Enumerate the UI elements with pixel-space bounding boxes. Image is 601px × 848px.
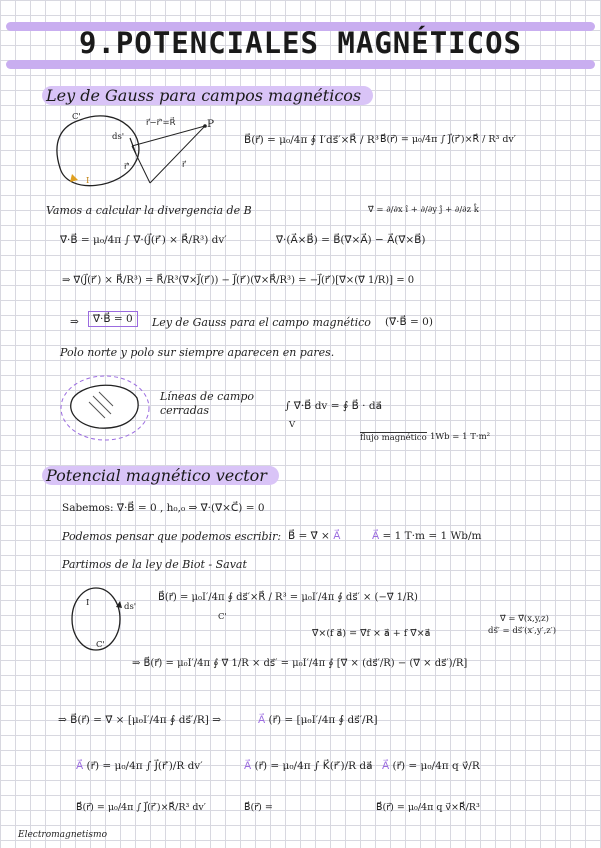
eq-biot-savart-2: ⇒ B⃗(r⃗) = μ₀I′/4π ∮ ∇⃗ 1/R × ds⃗′ = μ₀I′/4π ∮ [∇⃗ × (ds⃗′/R) − (∇⃗ × ds⃗′)/R]	[132, 658, 468, 669]
result-text: Ley de Gauss para el campo magnético	[152, 316, 371, 329]
note-nabla-coords: ∇⃗ = ∇⃗(x,y,z)	[500, 614, 549, 624]
podemos-eq-a: A⃗	[333, 530, 341, 542]
eq-biot-line: B⃗(r⃗) = μ₀/4π ∮ I′ds⃗′×R⃗ / R³	[244, 134, 380, 146]
sabemos-line: Sabemos: ∇⃗·B⃗ = 0 , h₀,₀ ⇒ ∇⃗·(∇⃗×C⃗) = 0	[62, 502, 265, 514]
eq-vector-potential-line-a: A⃗	[258, 714, 266, 726]
eq-b-volume: B⃗(r⃗) = μ₀/4π ∫ J⃗(r⃗′)×R⃗/R³ dv′	[76, 802, 206, 813]
eq-vector-potential-line	[258, 714, 378, 726]
podemos-text: Podemos pensar que podemos escribir:	[62, 530, 282, 543]
eq-divergence-1: ∇⃗·B⃗ = μ₀/4π ∫ ∇⃗·(J⃗(r⃗′) × R⃗/R³) dv′	[60, 234, 227, 246]
result-arrow: ⇒	[70, 316, 79, 328]
divergence-intro: Vamos a calcular la divergencia de B	[46, 204, 252, 217]
section-heading-gauss	[42, 86, 373, 105]
eq-a-charge	[382, 760, 480, 772]
eq-a-volume	[76, 760, 203, 772]
section-heading-vector	[42, 466, 279, 485]
units-a	[372, 530, 481, 542]
diagram1-label-i: I	[86, 176, 90, 186]
field-lines-label-1: Líneas de campo	[160, 390, 254, 403]
diagram1-label-p: P	[207, 118, 215, 130]
page-title: 9.POTENCIALES MAGNÉTICOS	[78, 26, 523, 60]
podemos-eq-left: B⃗ = ∇⃗ ×	[288, 530, 330, 542]
eq-a-volume-rest: (r⃗) = μ₀/4π ∫ J⃗(r⃗′)/R dv′	[86, 760, 203, 772]
diagram2-label-c: C'	[96, 640, 105, 650]
eq-b-surface: B⃗(r⃗) =	[244, 802, 273, 813]
eq-flux: ∫ ∇⃗·B⃗ dv = ∮ B⃗ · da⃗	[285, 400, 383, 412]
flux-label: flujo magnético	[360, 433, 427, 443]
eq-a-charge-a: A⃗	[382, 760, 390, 772]
diagram1-label-ds: ds'	[112, 132, 125, 142]
eq-biot-savart-3: ⇒ B⃗(r⃗) = ∇⃗ × [μ₀I′/4π ∮ ds⃗′/R] ⇒	[58, 714, 221, 726]
eq-vector-potential-line-rest: (r⃗) = [μ₀I′/4π ∮ ds⃗′/R]	[268, 714, 378, 726]
section-heading-vector-text: Potencial magnético vector	[42, 466, 279, 485]
footer-subject: Electromagnetismo	[18, 830, 108, 840]
title-band-bottom	[6, 60, 595, 69]
result-alt: (∇⃗·B⃗ = 0)	[385, 316, 433, 328]
diagram2-label-i: I	[86, 598, 90, 608]
diagram1-label-R: r⃗−r⃗'=R⃗	[146, 118, 176, 128]
units-a-rest: = 1 T·m = 1 Wb/m	[382, 530, 482, 542]
field-lines-label-2: cerradas	[160, 404, 209, 417]
poles-text: Polo norte y polo sur siempre aparecen en pares.	[60, 346, 335, 359]
eq-biot-volume: B⃗(r⃗) = μ₀/4π ∫ J⃗(r⃗′)×R⃗ / R³ dv′	[380, 134, 516, 145]
eq-divergence-2: ⇒ ∇⃗(J⃗(r⃗′) × R⃗/R³) = R⃗/R³(∇⃗×J⃗(r⃗′)) − J⃗(r⃗′)(∇⃗×R⃗/R³) = −J⃗(r⃗′)[∇⃗×(∇⃗ 1/R)] = 0	[62, 275, 415, 286]
partimos-text: Partimos de la ley de Biot - Savat	[62, 558, 247, 571]
section-heading-gauss-text: Ley de Gauss para campos magnéticos	[42, 86, 373, 105]
eq-a-surface-a: A⃗	[244, 760, 252, 772]
units-a-symbol: A⃗	[372, 530, 380, 542]
eq-biot-savart-c: C'	[218, 612, 227, 622]
podemos-eq	[288, 530, 340, 542]
note-ds-coords: ds⃗′ = ds⃗′(x′,y′,z′)	[488, 626, 557, 636]
weber-unit: 1Wb = 1 T·m²	[430, 432, 491, 442]
diagram1-label-r: r⃗	[182, 160, 186, 170]
result-box: ∇⃗·B⃗ = 0	[88, 311, 138, 327]
nabla-definition: ∇⃗ = ∂/∂x î + ∂/∂y ĵ + ∂/∂z k̂	[368, 205, 479, 215]
eq-b-charge: B⃗(r⃗) = μ₀/4π q v⃗×R⃗/R³	[376, 802, 480, 813]
eq-a-surface	[244, 760, 373, 772]
eq-a-charge-rest: (r⃗) = μ₀/4π q v⃗/R	[392, 760, 480, 772]
eq-a-surface-rest: (r⃗) = μ₀/4π ∫ K⃗(r⃗′)/R da⃗	[254, 760, 373, 772]
eq-curl-identity: ∇⃗×(f a⃗) = ∇⃗f × a⃗ + f ∇⃗×a⃗	[312, 628, 431, 639]
eq-a-volume-a: A⃗	[76, 760, 84, 772]
diagram2-label-ds: ds'	[124, 602, 137, 612]
diagram1-label-c: C'	[72, 112, 81, 122]
eq-vector-identity: ∇⃗·(A⃗×B⃗) = B⃗(∇⃗×A⃗) − A⃗(∇⃗×B⃗)	[276, 234, 426, 246]
eq-biot-savart-1: B⃗(r⃗) = μ₀I′/4π ∮ ds⃗′×R⃗ / R³ = μ₀I′/4π ∮ ds⃗′ × (−∇⃗ 1/R)	[158, 592, 418, 603]
eq-flux-volume: V	[289, 420, 296, 430]
diagram1-label-rp: r⃗'	[124, 162, 130, 172]
field-lines-diagram	[55, 368, 155, 446]
